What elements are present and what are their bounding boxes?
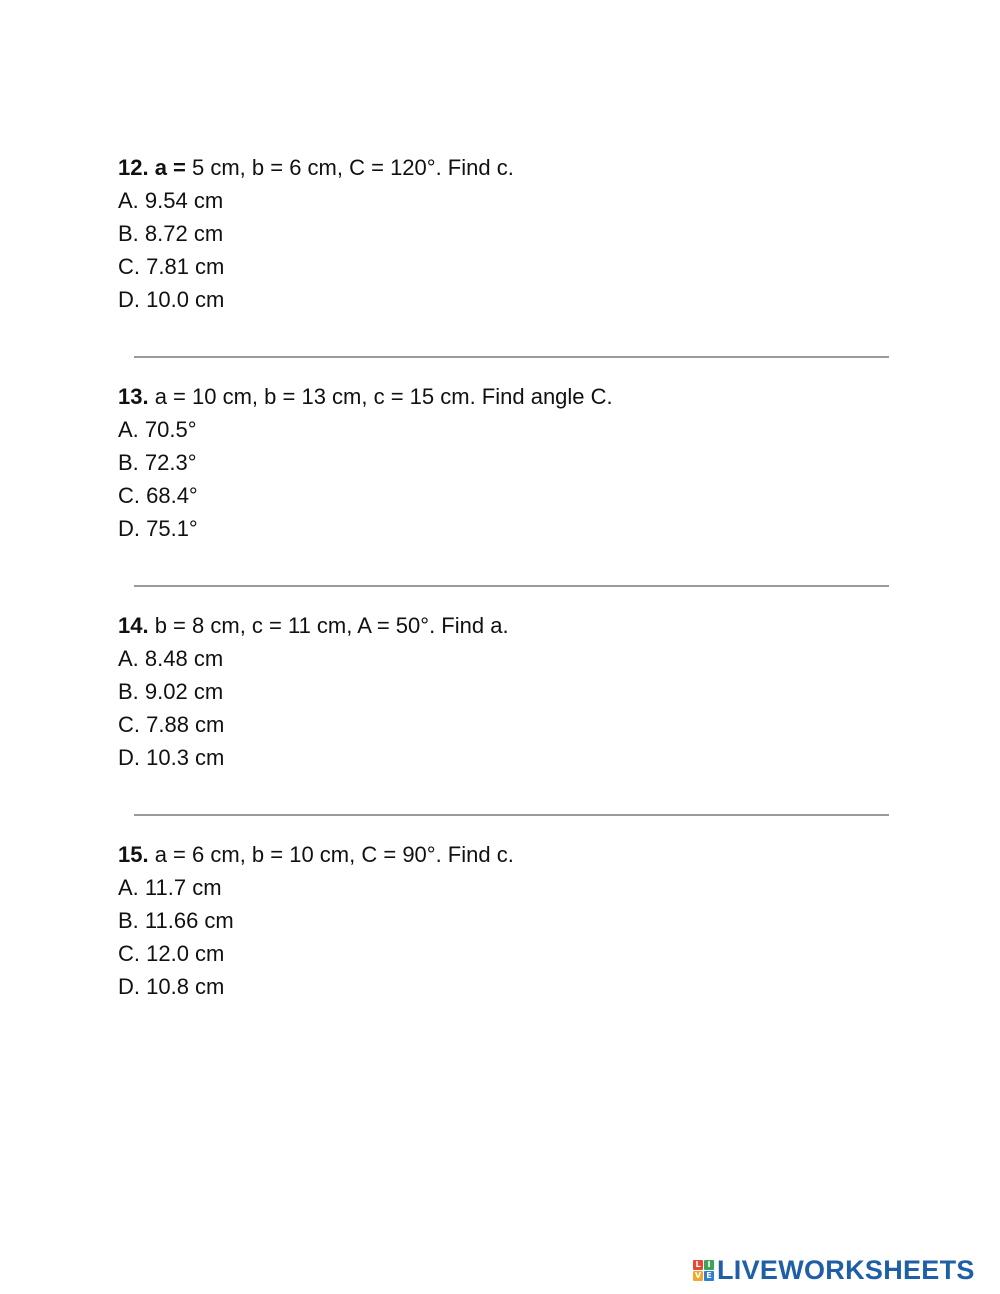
logo-mark-tile: E [704,1271,714,1281]
question-14 [118,609,898,774]
question-stem [118,380,898,413]
logo-mark-icon [693,1260,714,1281]
question-15 [118,838,898,1003]
liveworksheets-logo [693,1255,975,1285]
answer-option-a[interactable]: A. 70.5° [118,417,197,442]
question-text: 5 cm, b = 6 cm, C = 120°. Find c. [185,155,514,180]
question-text: b = 8 cm, c = 11 cm, A = 50°. Find a. [148,613,509,638]
logo-wordmark: LIVEWORKSHEETS [717,1255,975,1285]
answer-option-c[interactable]: C. 68.4° [118,483,198,508]
answer-option-c[interactable]: C. 12.0 cm [118,941,225,966]
answer-option-d[interactable]: D. 10.3 cm [118,745,225,770]
logo-mark-tile: I [704,1260,714,1270]
answer-option-b[interactable]: B. 11.66 cm [118,908,234,933]
answer-option-b[interactable]: B. 8.72 cm [118,221,224,246]
question-stem [118,609,898,642]
divider [134,814,889,816]
divider [134,356,889,358]
divider [134,585,889,587]
question-text: a = 10 cm, b = 13 cm, c = 15 cm. Find angle C. [148,384,613,409]
logo-mark-tile: V [694,1270,702,1280]
answer-option-b[interactable]: B. 9.02 cm [118,679,224,704]
question-number: 13. [118,384,149,409]
question-text: a = 6 cm, b = 10 cm, C = 90°. Find c. [148,842,514,867]
question-stem [118,151,898,184]
question-number: 12. a = [118,155,186,180]
answer-option-a[interactable]: A. 9.54 cm [118,188,224,213]
answer-option-d[interactable]: D. 10.0 cm [118,287,225,312]
answer-option-d[interactable]: D. 10.8 cm [118,974,225,999]
answer-option-a[interactable]: A. 8.48 cm [118,646,224,671]
question-13 [118,380,898,545]
question-12 [118,151,898,316]
question-stem [118,838,898,871]
answer-option-d[interactable]: D. 75.1° [118,516,198,541]
answer-option-c[interactable]: C. 7.81 cm [118,254,225,279]
question-number: 15. [118,842,149,867]
answer-option-a[interactable]: A. 11.7 cm [118,875,222,900]
answer-option-b[interactable]: B. 72.3° [118,450,197,475]
logo-mark-tile: L [693,1260,703,1270]
answer-option-c[interactable]: C. 7.88 cm [118,712,225,737]
question-number: 14. [118,613,149,638]
